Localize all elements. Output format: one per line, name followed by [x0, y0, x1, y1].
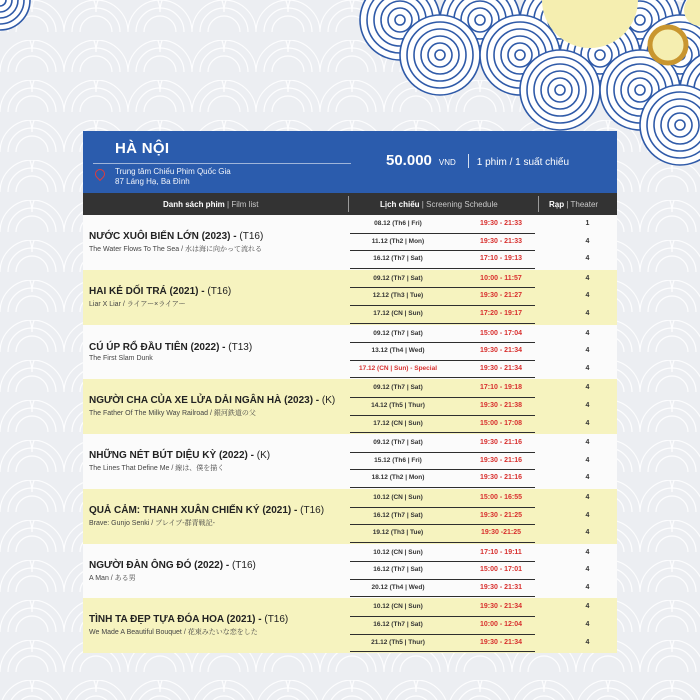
column-schedule: Lịch chiếu | Screening Schedule [380, 200, 498, 209]
showing-theater: 4 [585, 638, 590, 646]
showing-theater: 4 [585, 566, 590, 574]
film-title: QUẢ CẢM: THANH XUÂN CHIẾN KÝ (2021) - (T16) [89, 504, 325, 516]
showing-row [348, 251, 617, 269]
film-rating: (T16) [239, 230, 264, 242]
showing-time: 19:30 - 21:34 [479, 364, 523, 372]
price-divider [468, 154, 469, 168]
column-headers [83, 193, 617, 215]
showing-row [348, 216, 617, 234]
showing-date: 09.12 (Th7 | Sat) [373, 329, 423, 337]
showing-theater: 4 [585, 401, 590, 409]
row-underline [350, 432, 535, 433]
showings [348, 490, 617, 543]
film-list [83, 215, 617, 653]
showing-time: 19:30 - 21:34 [479, 347, 523, 355]
showing-date: 16.12 (Th7 | Sat) [373, 621, 423, 629]
showing-row [348, 580, 617, 598]
film-title: TÌNH TA ĐẸP TỰA ĐÓA HOA (2021) - (T16) [89, 614, 289, 626]
film-title: CÚ ÚP RỔ ĐẦU TIÊN (2022) - (T13) [89, 341, 253, 353]
film-rating: (T13) [228, 341, 253, 353]
showing-date: 16.12 (Th7 | Sat) [373, 511, 423, 519]
column-film-list: Danh sách phim | Film list [163, 200, 259, 209]
row-underline [350, 323, 535, 324]
film-title-text: NGƯỜI CHA CỦA XE LỬA DẢI NGÂN HÀ (2023) [89, 395, 314, 407]
row-underline [350, 487, 535, 488]
showing-row [348, 435, 617, 453]
showing-time: 19:30 - 21:31 [479, 583, 523, 591]
film-rating: (T16) [264, 614, 289, 626]
showing-row [348, 326, 617, 344]
showing-time: 15:00 - 16:55 [479, 493, 523, 501]
film-original-title: The First Slam Dunk [89, 354, 153, 362]
showing-row [348, 470, 617, 488]
showing-time: 19:30 - 21:34 [479, 638, 523, 646]
film-title-text: CÚ ÚP RỔ ĐẦU TIÊN (2022) [89, 341, 220, 353]
column-divider [348, 196, 349, 212]
film-title-text: NGƯỜI ĐÀN ÔNG ĐÓ (2022) [89, 559, 224, 571]
showing-time: 19:30 - 21:16 [479, 456, 523, 464]
row-underline [350, 377, 535, 378]
showing-row [348, 525, 617, 543]
showing-date: 15.12 (Th6 | Fri) [374, 456, 422, 464]
film-block [83, 270, 617, 325]
film-original-title: Brave: Gunjo Senki / ブレイブ-群青戦記- [89, 519, 215, 527]
film-info [83, 490, 348, 543]
showing-row [348, 361, 617, 379]
showing-time: 19:30 - 21:34 [479, 603, 523, 611]
showing-row [348, 398, 617, 416]
film-block [83, 325, 617, 380]
film-title-text: TÌNH TA ĐẸP TỰA ĐÓA HOA (2021) [89, 614, 256, 626]
showing-theater: 4 [585, 511, 590, 519]
showing-row [348, 617, 617, 635]
showing-theater: 4 [585, 456, 590, 464]
showing-theater: 4 [585, 419, 590, 427]
showing-row [348, 453, 617, 471]
showing-row [348, 343, 617, 361]
showing-row [348, 288, 617, 306]
venue-address [115, 167, 231, 187]
film-original-title: We Made A Beautiful Bouquet / 花束みたいな恋をした [89, 629, 258, 637]
showings [348, 599, 617, 652]
showing-theater: 4 [585, 237, 590, 245]
film-rating: (T16) [207, 285, 232, 297]
showing-row [348, 599, 617, 617]
showing-time: 19:30 - 21:16 [479, 439, 523, 447]
showings [348, 380, 617, 433]
film-title: NƯỚC XUÔI BIỂN LỚN (2023) - (T16) [89, 230, 264, 242]
film-title-text: QUẢ CẢM: THANH XUÂN CHIẾN KÝ (2021) [89, 504, 292, 516]
showing-date: 09.12 (Th7 | Sat) [373, 439, 423, 447]
showing-row [348, 508, 617, 526]
showing-row [348, 490, 617, 508]
film-block [83, 434, 617, 489]
showing-date: 16.12 (Th7 | Sat) [373, 566, 423, 574]
showing-theater: 4 [585, 364, 590, 372]
row-underline [350, 542, 535, 543]
showing-date: 12.12 (Th3 | Tue) [372, 292, 424, 300]
showing-date: 10.12 (CN | Sun) [373, 493, 423, 501]
showing-theater: 4 [585, 583, 590, 591]
film-original-title: The Father Of The Milky Way Railroad / 銀河鉄道の父 [89, 410, 256, 418]
showing-time: 17:20 - 19:17 [479, 309, 523, 317]
screening-schedule-table [83, 131, 617, 653]
film-block [83, 379, 617, 434]
showing-time: 10:00 - 12:04 [479, 621, 523, 629]
showing-date: 09.12 (Th7 | Sat) [373, 384, 423, 392]
film-info [83, 545, 348, 598]
showing-date: 20.12 (Th4 | Wed) [371, 583, 425, 591]
showing-date: 09.12 (Th7 | Sat) [373, 274, 423, 282]
showing-time: 17:10 - 19:18 [479, 384, 523, 392]
column-theater: Rạp | Theater [549, 200, 599, 209]
film-info [83, 216, 348, 269]
film-info [83, 599, 348, 652]
film-rating: (T16) [300, 504, 325, 516]
film-rating: (K) [321, 395, 336, 407]
film-block [83, 598, 617, 653]
showing-row [348, 635, 617, 653]
showing-theater: 4 [585, 255, 590, 263]
showing-row [348, 306, 617, 324]
showing-date: 17.12 (CN | Sun) [373, 419, 423, 427]
showing-theater: 4 [585, 474, 590, 482]
showing-time: 10:00 - 11:57 [480, 274, 522, 282]
film-title: HAI KẺ DỐI TRÁ (2021) - (T16) [89, 285, 232, 297]
showing-theater: 4 [585, 292, 590, 300]
showing-row [348, 416, 617, 434]
showings [348, 216, 617, 269]
showings [348, 435, 617, 488]
film-title: NGƯỜI CHA CỦA XE LỬA DẢI NGÂN HÀ (2023) - (K) [89, 395, 336, 407]
showing-date: 19.12 (Th3 | Tue) [372, 529, 424, 537]
showing-theater: 4 [585, 384, 590, 392]
row-underline [350, 268, 535, 269]
showings [348, 271, 617, 324]
gold-ring [650, 27, 686, 63]
showing-theater: 4 [585, 621, 590, 629]
showing-time: 17:10 - 19:13 [479, 255, 523, 263]
row-underline [350, 596, 535, 597]
showing-date: 21.12 (Th5 | Thur) [371, 638, 425, 646]
showing-time: 19:30 - 21:33 [479, 220, 523, 227]
film-info [83, 435, 348, 488]
showing-date: 08.12 (Th6 | Fri) [374, 220, 422, 227]
header-divider [93, 163, 351, 164]
showing-time: 19:30 - 21:25 [479, 511, 523, 519]
showing-date: 16.12 (Th7 | Sat) [373, 255, 423, 263]
showing-date: 17.12 (CN | Sun) [373, 309, 423, 317]
showing-time: 19:30 - 21:27 [479, 292, 523, 300]
showing-time: 15:00 - 17:01 [479, 566, 523, 574]
showing-date: 11.12 (Th2 | Mon) [371, 237, 425, 245]
price-note: 1 phim / 1 suất chiếu [476, 157, 570, 168]
film-title-text: HAI KẺ DỐI TRÁ (2021) [89, 285, 199, 297]
schedule-header [83, 131, 617, 193]
showing-time: 19:30 - 21:16 [479, 474, 523, 482]
showing-time: 15:00 - 17:04 [479, 329, 523, 337]
showing-time: 19:30 -21:25 [480, 529, 522, 537]
showing-theater: 4 [585, 493, 590, 501]
showing-row [348, 234, 617, 252]
showing-theater: 4 [585, 347, 590, 355]
column-divider [538, 196, 539, 212]
showings [348, 545, 617, 598]
film-info [83, 326, 348, 379]
showing-date: 13.12 (Th4 | Wed) [371, 347, 425, 355]
showing-theater: 4 [585, 548, 590, 556]
showing-row [348, 271, 617, 289]
film-title-text: NƯỚC XUÔI BIỂN LỚN (2023) [89, 230, 231, 242]
city-title: HÀ NỘI [115, 140, 170, 157]
showing-date: 14.12 (Th5 | Thur) [371, 401, 425, 409]
showing-theater: 1 [585, 220, 590, 227]
showing-time: 17:10 - 19:11 [480, 548, 522, 556]
film-title-text: NHỮNG NÉT BÚT DIỆU KỲ (2022) [89, 450, 248, 462]
film-title: NHỮNG NÉT BÚT DIỆU KỲ (2022) - (K) [89, 450, 271, 462]
film-block [83, 215, 617, 270]
showing-time: 19:30 - 21:38 [479, 401, 523, 409]
showing-date: 10.12 (CN | Sun) [373, 603, 423, 611]
location-pin-icon [93, 167, 107, 181]
showing-theater: 4 [585, 309, 590, 317]
showing-theater: 4 [585, 603, 590, 611]
showings [348, 326, 617, 379]
showing-date: 18.12 (Th2 | Mon) [371, 474, 425, 482]
film-rating: (T16) [231, 559, 256, 571]
ticket-price [386, 152, 569, 169]
film-title: NGƯỜI ĐÀN ÔNG ĐÓ (2022) - (T16) [89, 559, 256, 571]
showing-theater: 4 [585, 529, 590, 537]
row-underline [350, 651, 535, 652]
film-original-title: The Water Flows To The Sea / 水は海に向かって流れる [89, 245, 262, 253]
film-original-title: Liar X Liar / ライアー×ライアー [89, 300, 186, 308]
venue-name: Trung tâm Chiếu Phim Quốc Gia [115, 167, 231, 176]
showing-date: 10.12 (CN | Sun) [373, 548, 423, 556]
showing-row [348, 545, 617, 563]
film-rating: (K) [256, 450, 271, 462]
showing-theater: 4 [585, 439, 590, 447]
film-block [83, 544, 617, 599]
showing-row [348, 562, 617, 580]
film-block [83, 489, 617, 544]
price-value: 50.000 [386, 152, 432, 169]
film-info [83, 271, 348, 324]
showing-row [348, 380, 617, 398]
film-original-title: A Man / ある男 [89, 574, 136, 582]
venue-street: 87 Láng Hạ, Ba Đình [115, 177, 190, 186]
showing-theater: 4 [585, 274, 590, 282]
showing-time: 19:30 - 21:33 [479, 237, 523, 245]
film-original-title: The Lines That Define Me / 線は、僕を描く [89, 465, 225, 473]
showing-theater: 4 [585, 329, 590, 337]
showing-date: 17.12 (CN | Sun) - Special [358, 364, 438, 372]
showing-time: 15:00 - 17:08 [479, 419, 523, 427]
film-info [83, 380, 348, 433]
price-currency: VND [438, 158, 456, 167]
